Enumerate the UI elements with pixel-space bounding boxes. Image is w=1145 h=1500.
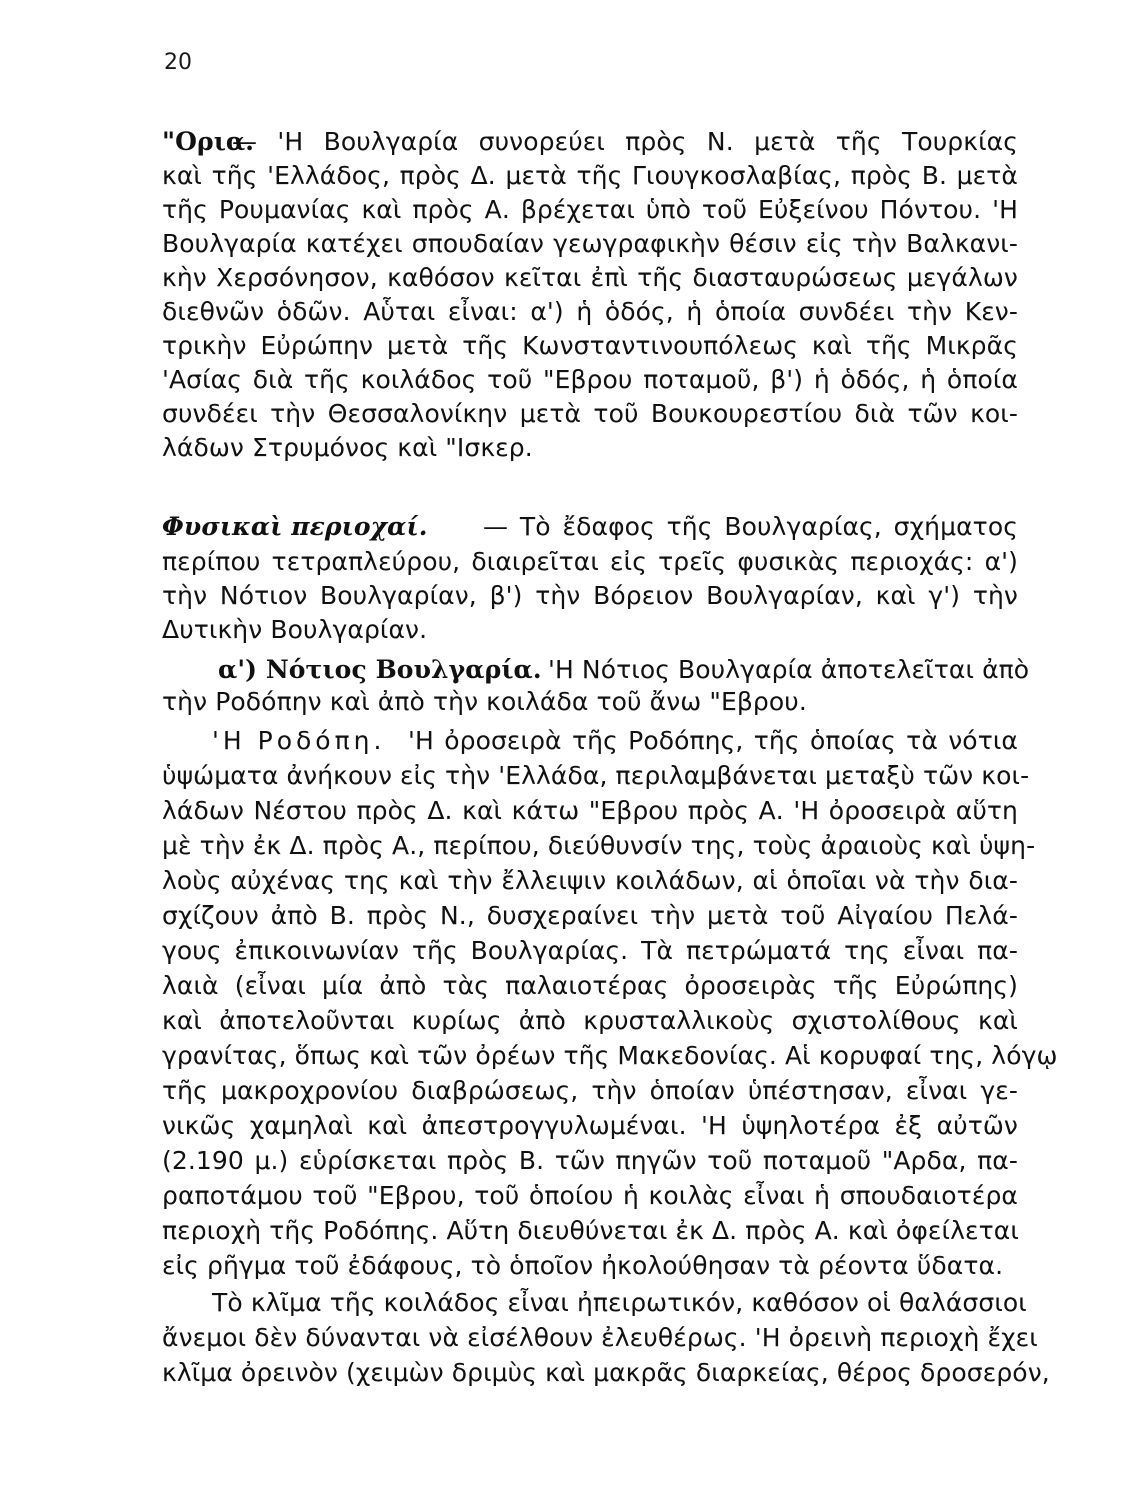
text-line [0,724,1145,758]
paragraph-line: περίπου τετραπλεύρου, διαιρεῖται εἰς τρεῖς φυσικὰς περιοχάς: α') [162,547,1018,576]
paragraph-line: Δυτικὴν Βουλγαρίαν. [162,615,428,644]
text-line [0,1109,1145,1143]
text-line [0,1179,1145,1213]
paragraph-line: γους ἐπικοινωνίαν τῆς Βουλγαρίας. Τὰ πετρώματά της εἶναι πα- [162,936,1018,965]
paragraph-line: Βουλγαρία κατέχει σπουδαίαν γεωγραφικὴν θέσιν εἰς τὴν Βαλκανι- [162,229,1018,258]
paragraph-line: — Τὸ ἔδαφος τῆς Βουλγαρίας, σχήματος [483,512,1018,541]
text-line [0,545,1145,579]
text-line [0,295,1145,329]
paragraph-line: ὑψώματα ἀνήκουν εἰς τὴν 'Ελλάδα, περιλαμβάνεται μεταξὺ τῶν κοι- [162,761,1030,790]
paragraph-line: ἄνεμοι δὲν δύνανται νὰ εἰσέλθουν ἐλευθέρως. 'Η ὀρεινὴ περιοχὴ ἔχει [162,1323,1038,1352]
section-heading: "Ορια. [162,127,255,156]
paragraph-line: τῆς Ρουμανίας καὶ πρὸς Α. βρέχεται ὑπὸ τοῦ Εὐξείνου Πόντου. 'Η [162,195,1018,224]
text-line [0,329,1145,363]
paragraph-line: γρανίτας, ὅπως καὶ τῶν ὀρέων τῆς Μακεδονίας. Αἱ κορυφαί της, λόγῳ [162,1041,1058,1070]
paragraph-line: σχίζουν ἀπὸ Β. πρὸς Ν., δυσχεραίνει τὴν μετὰ τοῦ Αἰγαίου Πελά- [162,901,1018,930]
paragraph-line: 'Η Νότιος Βουλγαρία ἀποτελεῖται ἀπὸ [548,655,1030,684]
paragraph-line: Τὸ κλῖμα τῆς κοιλάδος εἶναι ἠπειρωτικόν, καθόσον οἱ θαλάσσιοι [212,1288,1027,1317]
subsection-lead: 'Η Ροδόπη. [212,726,386,755]
paragraph-line: τρικὴν Εὐρώπην μετὰ τῆς Κωνσταντινουπόλεως καὶ τῆς Μικρᾶς [162,331,1018,360]
paragraph-line: μὲ τὴν ἐκ Δ. πρὸς Α., περίπου, διεύθυνσίν της, τοὺς ἀραιοὺς καὶ ὑψη- [162,831,1036,860]
paragraph-line: τὴν Νότιον Βουλγαρίαν, β') τὴν Βόρειον Βουλγαρίαν, καὶ γ') τὴν [162,581,1018,610]
text-line [0,794,1145,828]
text-line [0,363,1145,397]
text-line [0,510,1145,544]
paragraph-line: (2.190 μ.) εὑρίσκεται πρὸς Β. τῶν πηγῶν τοῦ ποταμοῦ "Αρδα, πα- [162,1146,1018,1175]
paragraph-line: κὴν Χερσόνησον, καθόσον κεῖται ἐπὶ τῆς διασταυρώσεως μεγάλων [162,263,1018,292]
paragraph-line: λαιὰ (εἶναι μία ἀπὸ τὰς παλαιοτέρας ὀροσειρὰς τῆς Εὐρώπης) [162,971,1018,1000]
text-line [0,759,1145,793]
text-line [0,1144,1145,1178]
paragraph-line: περιοχὴ τῆς Ροδόπης. Αὕτη διευθύνεται ἐκ Δ. πρὸς Α. καὶ ὀφείλεται [162,1216,1019,1245]
paragraph-line: λάδων Στρυμόνος καὶ "Ισκερ. [162,433,533,462]
paragraph-line: λοὺς αὐχένας της καὶ τὴν ἔλλειψιν κοιλάδων, αἱ ὁποῖαι νὰ τὴν δια- [162,866,1018,895]
paragraph-line: εἰς ρῆγμα τοῦ ἐδάφους, τὸ ὁποῖον ἠκολούθησαν τὰ ρέοντα ὕδατα. [162,1251,1004,1280]
paragraph-line: διεθνῶν ὁδῶν. Αὗται εἶναι: α') ἡ ὁδός, ἡ ὁποία συνδέει τὴν Κεν- [162,297,1018,326]
text-line [0,1004,1145,1038]
text-line [0,397,1145,431]
text-line [0,613,1145,647]
text-line [0,1249,1145,1283]
text-line [0,227,1145,261]
text-line [0,193,1145,227]
paragraph-line: τῆς μακροχρονίου διαβρώσεως, τὴν ὁποίαν ὑπέστησαν, εἶναι γε- [162,1076,1018,1105]
subsection-heading: α') Νότιος Βουλγαρία. [218,655,542,684]
text-line [0,969,1145,1003]
text-line [0,1286,1145,1320]
paragraph-line: — 'Η Βουλγαρία συνορεύει πρὸς Ν. μετὰ τῆς Τουρκίας [232,127,1018,156]
text-line [0,1321,1145,1355]
text-line [0,1214,1145,1248]
text-line [0,934,1145,968]
text-line [0,685,1145,719]
paragraph-line: τὴν Ροδόπην καὶ ἀπὸ τὴν κοιλάδα τοῦ ἄνω "Εβρου. [162,687,807,716]
paragraph-line: καὶ ἀποτελοῦνται κυρίως ἀπὸ κρυσταλλικοὺς σχιστολίθους καὶ [162,1006,1018,1035]
paragraph-line: κλῖμα ὀρεινὸν (χειμὼν δριμὺς καὶ μακρᾶς διαρκείας, θέρος δροσερόν, [162,1358,1050,1387]
paragraph-line: καὶ τῆς 'Ελλάδος, πρὸς Δ. μετὰ τῆς Γιουγκοσλαβίας, πρὸς Β. μετὰ [162,161,1018,190]
paragraph-line: λάδων Νέστου πρὸς Δ. καὶ κάτω "Εβρου πρὸς Α. 'Η ὀροσειρὰ αὕτη [162,796,1018,825]
paragraph-line: 'Ασίας διὰ τῆς κοιλάδος τοῦ "Εβρου ποταμοῦ, β') ἡ ὁδός, ἡ ὁποία [162,365,1018,394]
text-line [0,899,1145,933]
paragraph-line: ραποτάμου τοῦ "Εβρου, τοῦ ὁποίου ἡ κοιλὰς εἶναι ἡ σπουδαιοτέρα [162,1181,1018,1210]
paragraph-line: νικῶς χαμηλαὶ καὶ ἀπεστρογγυλωμέναι. 'Η ὑψηλοτέρα ἐξ αὐτῶν [162,1111,1018,1140]
text-line [0,1074,1145,1108]
text-line [0,653,1145,687]
paragraph-line: 'Η ὀροσειρὰ τῆς Ροδόπης, τῆς ὁποίας τὰ νότια [408,726,1018,755]
text-line [0,125,1145,159]
page-number: 20 [164,50,192,75]
text-line [0,579,1145,613]
text-line [0,1356,1145,1390]
text-line [0,829,1145,863]
section-heading: Φυσικαὶ περιοχαί. [162,512,428,541]
text-line [0,1039,1145,1073]
text-line [0,261,1145,295]
text-line [0,159,1145,193]
text-line [0,864,1145,898]
paragraph-line: συνδέει τὴν Θεσσαλονίκην μετὰ τοῦ Βουκουρεστίου διὰ τῶν κοι- [162,399,1018,428]
text-line [0,431,1145,465]
